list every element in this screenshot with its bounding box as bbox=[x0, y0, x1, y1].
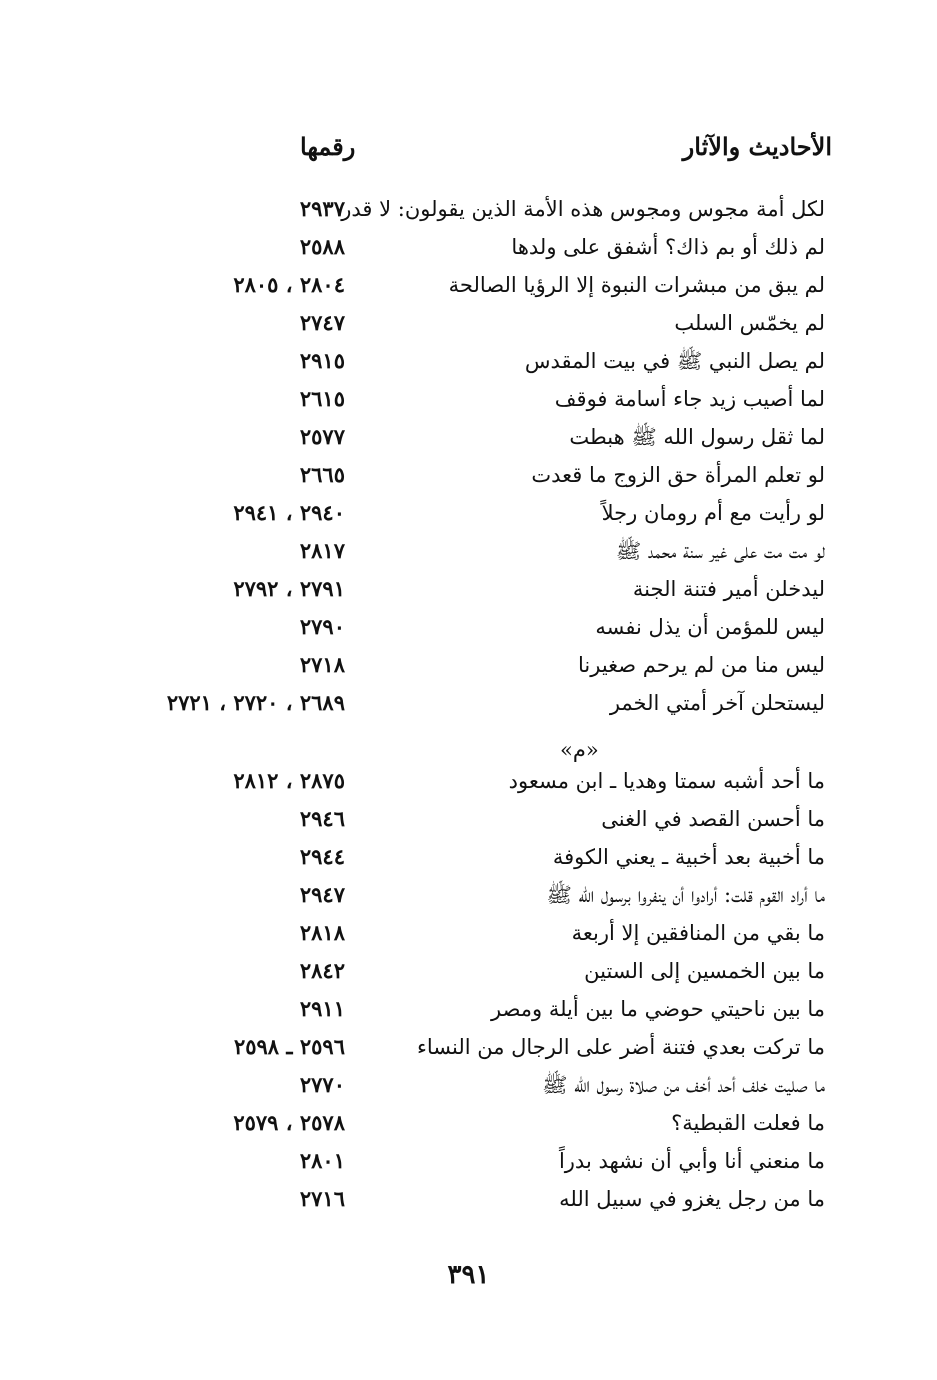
list-item bbox=[0, 534, 937, 568]
page-header-title: الأحاديث والآثار bbox=[682, 132, 832, 161]
hadith-text: لم يصل النبي ﷺ في بيت المقدس bbox=[524, 349, 825, 373]
list-item bbox=[0, 420, 937, 454]
hadith-number: ٢٧٤٧ bbox=[299, 310, 345, 335]
hadith-text: ليستحلن آخر أمتي الخمر bbox=[609, 691, 825, 715]
hadith-number: ٢٧١٦ bbox=[299, 1186, 345, 1211]
hadith-text: ما أخبية بعد أخبية ـ يعني الكوفة bbox=[552, 845, 825, 869]
hadith-text: لما ثقل رسول الله ﷺ هبطت bbox=[569, 425, 825, 449]
hadith-number: ٢٩١٥ bbox=[299, 348, 345, 373]
list-item bbox=[0, 764, 937, 798]
hadith-number: ٢٥٩٦ ـ ٢٥٩٨ bbox=[233, 1034, 345, 1059]
list-item bbox=[0, 572, 937, 606]
list-item bbox=[0, 648, 937, 682]
list-item bbox=[0, 230, 937, 264]
hadith-number: ٢٨٤٢ bbox=[299, 958, 345, 983]
list-item bbox=[0, 992, 937, 1026]
list-item bbox=[0, 840, 937, 874]
hadith-number: ٢٩٤٧ bbox=[299, 882, 345, 907]
hadith-number: ٢٨٠٤ ، ٢٨٠٥ bbox=[233, 272, 345, 297]
hadith-number: ٢٩٤٤ bbox=[299, 844, 345, 869]
hadith-text: ما أراد القوم قلت: أرادوا أن ينفروا برسول الله ﷺ bbox=[546, 883, 825, 907]
hadith-text: ما بين الخمسين إلى الستين bbox=[584, 959, 825, 983]
hadith-number: ٢٥٧٨ ، ٢٥٧٩ bbox=[233, 1110, 345, 1135]
list-item bbox=[0, 916, 937, 950]
list-item bbox=[0, 192, 937, 226]
list-item bbox=[0, 610, 937, 644]
hadith-number: ٢٩١١ bbox=[299, 996, 345, 1021]
hadith-text: لكل أمة مجوس ومجوس هذه الأمة الذين يقولون: لا قدر bbox=[341, 197, 825, 221]
hadith-text: ليس منا من لم يرحم صغيرنا bbox=[578, 653, 825, 677]
list-item bbox=[0, 344, 937, 378]
hadith-number: ٢٦٨٩ ، ٢٧٢٠ ، ٢٧٢١ bbox=[166, 690, 345, 715]
hadith-text: ما بين ناحيتي حوضي ما بين أيلة ومصر bbox=[490, 997, 825, 1021]
hadith-text: لم يبق من مبشرات النبوة إلا الرؤيا الصالحة bbox=[448, 273, 825, 297]
hadith-text: ما تركت بعدي فتنة أضر على الرجال من النساء bbox=[416, 1035, 825, 1059]
list-item bbox=[0, 1144, 937, 1178]
hadith-number: ٢٧١٨ bbox=[299, 652, 345, 677]
hadith-text: ما صليت خلف أحد أخف من صلاة رسول الله ﷺ bbox=[542, 1073, 825, 1097]
list-item bbox=[0, 458, 937, 492]
page-header-number-label: رقمها bbox=[300, 132, 356, 161]
hadith-text: ليس للمؤمن أن يذل نفسه bbox=[595, 615, 825, 639]
list-item bbox=[0, 878, 937, 912]
hadith-text: لو رأيت مع أم رومان رجلاً bbox=[601, 501, 825, 525]
hadith-text: ليدخلن أمير فتنة الجنة bbox=[632, 577, 825, 601]
hadith-text: لو تعلم المرأة حق الزوج ما قعدت bbox=[531, 463, 825, 487]
hadith-number: ٢٧٩١ ، ٢٧٩٢ bbox=[233, 576, 345, 601]
list-item bbox=[0, 802, 937, 836]
list-item bbox=[0, 268, 937, 302]
hadith-number: ٢٥٧٧ bbox=[299, 424, 345, 449]
hadith-text: لم ذلك أو بم ذاك؟ أشفق على ولدها bbox=[511, 235, 825, 259]
hadith-text: ما أحسن القصد في الغنى bbox=[601, 807, 825, 831]
hadith-text: ما أحد أشبه سمتا وهديا ـ ابن مسعود bbox=[508, 769, 825, 793]
list-item bbox=[0, 1106, 937, 1140]
hadith-text: ما فعلت القبطية؟ bbox=[671, 1111, 825, 1135]
page-number: ٣٩١ bbox=[447, 1260, 490, 1290]
hadith-text: ما منعني أنا وأبي أن نشهد بدراً bbox=[558, 1149, 825, 1173]
hadith-text: ما من رجل يغزو في سبيل الله bbox=[559, 1187, 825, 1211]
hadith-number: ٢٦٦٥ bbox=[299, 462, 345, 487]
list-item bbox=[0, 382, 937, 416]
hadith-text: لم يخمّس السلب bbox=[674, 311, 825, 335]
hadith-number: ٢٨١٧ bbox=[299, 538, 345, 563]
list-item bbox=[0, 1030, 937, 1064]
hadith-number: ٢٨٧٥ ، ٢٨١٢ bbox=[233, 768, 345, 793]
list-item bbox=[0, 496, 937, 530]
hadith-number: ٢٨١٨ bbox=[299, 920, 345, 945]
hadith-number: ٢٧٩٠ bbox=[299, 614, 345, 639]
list-item bbox=[0, 306, 937, 340]
list-item bbox=[0, 686, 937, 720]
list-item bbox=[0, 954, 937, 988]
hadith-number: ٢٩٤٠ ، ٢٩٤١ bbox=[233, 500, 345, 525]
hadith-text: لما أصيب زيد جاء أسامة فوقف bbox=[554, 387, 825, 411]
hadith-number: ٢٨٠١ bbox=[299, 1148, 345, 1173]
list-item bbox=[0, 1182, 937, 1216]
hadith-text: لو مت مت على غير سنة محمد ﷺ bbox=[615, 539, 825, 563]
hadith-number: ٢٩٣٧ bbox=[299, 196, 345, 221]
section-heading-mim: «م» bbox=[560, 738, 599, 762]
hadith-number: ٢٥٨٨ bbox=[299, 234, 345, 259]
hadith-number: ٢٩٤٦ bbox=[299, 806, 345, 831]
hadith-text: ما بقي من المنافقين إلا أربعة bbox=[571, 921, 825, 945]
hadith-number: ٢٦١٥ bbox=[299, 386, 345, 411]
hadith-number: ٢٧٧٠ bbox=[299, 1072, 345, 1097]
list-item bbox=[0, 1068, 937, 1102]
